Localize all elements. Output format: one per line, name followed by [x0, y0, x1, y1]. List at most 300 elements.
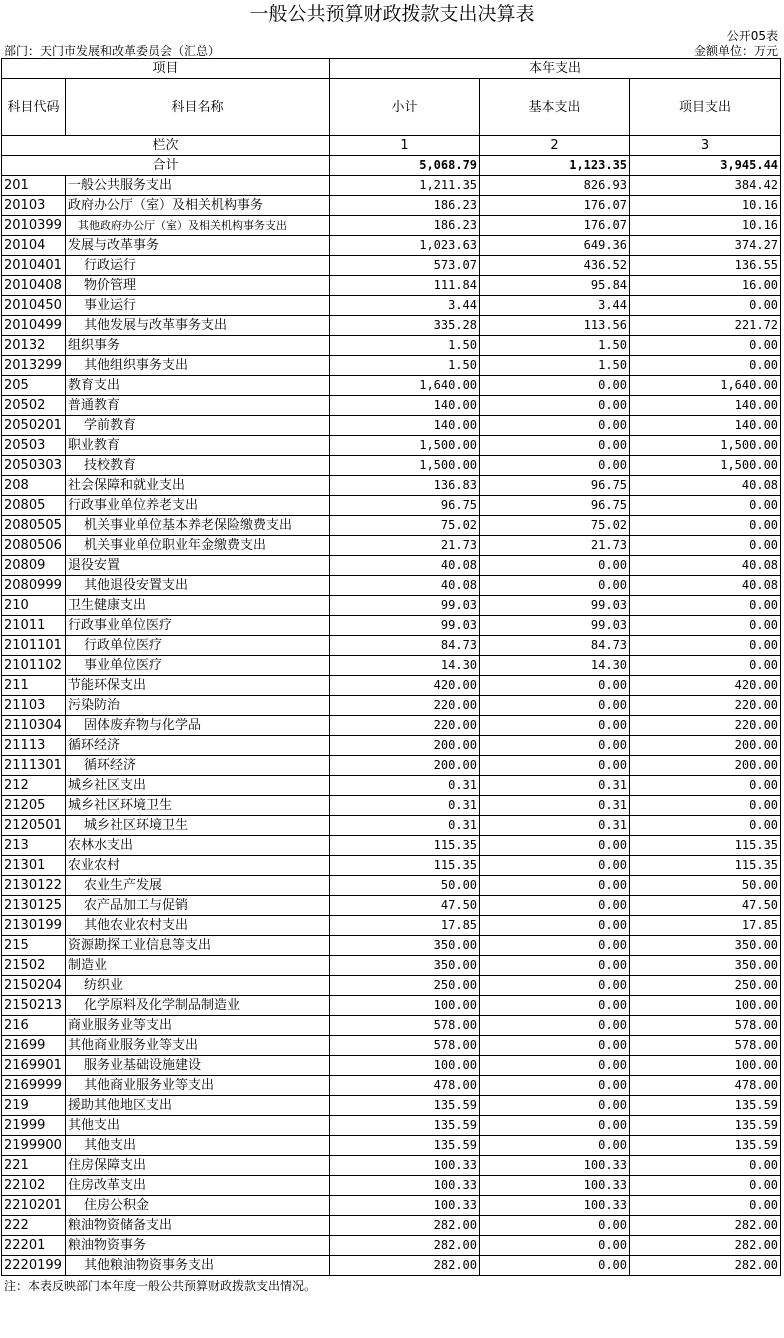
row-basic: 0.00: [480, 896, 630, 916]
row-project: 0.00: [630, 336, 781, 356]
row-code: 2110304: [2, 716, 66, 736]
row-project: 140.00: [630, 416, 781, 436]
row-basic: 1.50: [480, 356, 630, 376]
row-name: 商业服务业等支出: [66, 1016, 330, 1036]
row-project: 100.00: [630, 1056, 781, 1076]
row-basic: 0.00: [480, 1076, 630, 1096]
table-row: [2, 236, 781, 256]
row-subtotal: 135.59: [330, 1096, 480, 1116]
row-subtotal: 135.59: [330, 1136, 480, 1156]
table-row: [2, 1076, 781, 1096]
row-project: 200.00: [630, 736, 781, 756]
row-project: 0.00: [630, 1156, 781, 1176]
row-code: 2199900: [2, 1136, 66, 1156]
table-row: [2, 496, 781, 516]
table-row: [2, 956, 781, 976]
row-name: 纺织业: [66, 976, 330, 996]
row-code: 2080506: [2, 536, 66, 556]
row-basic: 0.00: [480, 856, 630, 876]
row-basic: 99.03: [480, 616, 630, 636]
table-row: [2, 796, 781, 816]
row-basic: 21.73: [480, 536, 630, 556]
row-name: 其他政府办公厅（室）及相关机构事务支出: [66, 216, 330, 236]
row-name: 退役安置: [66, 556, 330, 576]
row-subtotal: 99.03: [330, 596, 480, 616]
row-project: 135.59: [630, 1136, 781, 1156]
row-name: 农业农村: [66, 856, 330, 876]
table-row: [2, 656, 781, 676]
row-code: 201: [2, 176, 66, 196]
row-name: 学前教育: [66, 416, 330, 436]
row-code: 222: [2, 1216, 66, 1236]
row-basic: 0.00: [480, 1116, 630, 1136]
row-subtotal: 17.85: [330, 916, 480, 936]
row-subtotal: 1,500.00: [330, 456, 480, 476]
row-code: 2111301: [2, 756, 66, 776]
row-subtotal: 1,023.63: [330, 236, 480, 256]
table-row: [2, 596, 781, 616]
row-subtotal: 282.00: [330, 1216, 480, 1236]
row-subtotal: 573.07: [330, 256, 480, 276]
row-subtotal: 140.00: [330, 396, 480, 416]
row-subtotal: 1,211.35: [330, 176, 480, 196]
row-name: 服务业基础设施建设: [66, 1056, 330, 1076]
row-code: 212: [2, 776, 66, 796]
table-row: [2, 376, 781, 396]
row-project: 0.00: [630, 596, 781, 616]
row-basic: 0.00: [480, 736, 630, 756]
row-basic: 436.52: [480, 256, 630, 276]
table-row: [2, 336, 781, 356]
row-project: 136.55: [630, 256, 781, 276]
row-project: 350.00: [630, 956, 781, 976]
row-name: 粮油物资储备支出: [66, 1216, 330, 1236]
row-code: 2010499: [2, 316, 66, 336]
row-project: 478.00: [630, 1076, 781, 1096]
unit-label: 金额单位：万元: [693, 44, 778, 58]
row-basic: 0.00: [480, 456, 630, 476]
row-subtotal: 282.00: [330, 1236, 480, 1256]
table-row: [2, 176, 781, 196]
header-name: 科目名称: [66, 79, 330, 136]
table-row: [2, 436, 781, 456]
row-code: 20104: [2, 236, 66, 256]
row-subtotal: 335.28: [330, 316, 480, 336]
row-subtotal: 99.03: [330, 616, 480, 636]
row-code: 2010401: [2, 256, 66, 276]
row-subtotal: 578.00: [330, 1036, 480, 1056]
row-basic: 0.00: [480, 436, 630, 456]
row-subtotal: 84.73: [330, 636, 480, 656]
table-row: [2, 896, 781, 916]
table-row: [2, 356, 781, 376]
row-code: 20103: [2, 196, 66, 216]
row-name: 节能环保支出: [66, 676, 330, 696]
table-row: [2, 856, 781, 876]
row-project: 100.00: [630, 996, 781, 1016]
row-name: 粮油物资事务: [66, 1236, 330, 1256]
row-project: 115.35: [630, 856, 781, 876]
row-project: 0.00: [630, 636, 781, 656]
table-row: [2, 936, 781, 956]
row-basic: 1.50: [480, 336, 630, 356]
row-basic: 0.00: [480, 1136, 630, 1156]
row-name: 行政单位医疗: [66, 636, 330, 656]
row-code: 2220199: [2, 1256, 66, 1276]
row-subtotal: 0.31: [330, 816, 480, 836]
row-subtotal: 220.00: [330, 716, 480, 736]
total-subtotal: 5,068.79: [330, 156, 480, 176]
table-row: [2, 636, 781, 656]
row-code: 21699: [2, 1036, 66, 1056]
row-subtotal: 200.00: [330, 756, 480, 776]
row-name: 污染防治: [66, 696, 330, 716]
row-project: 282.00: [630, 1256, 781, 1276]
row-basic: 96.75: [480, 496, 630, 516]
row-code: 21205: [2, 796, 66, 816]
row-project: 50.00: [630, 876, 781, 896]
row-basic: 0.00: [480, 1256, 630, 1276]
row-name: 城乡社区环境卫生: [66, 816, 330, 836]
row-basic: 0.00: [480, 916, 630, 936]
table-row: [2, 1096, 781, 1116]
row-code: 2010408: [2, 276, 66, 296]
table-row: [2, 816, 781, 836]
table-row: [2, 1216, 781, 1236]
row-name: 机关事业单位职业年金缴费支出: [66, 536, 330, 556]
row-subtotal: 186.23: [330, 196, 480, 216]
table-row: [2, 1256, 781, 1276]
row-project: 0.00: [630, 796, 781, 816]
row-code: 2080505: [2, 516, 66, 536]
row-name: 行政事业单位医疗: [66, 616, 330, 636]
row-code: 2120501: [2, 816, 66, 836]
row-name: 其他粮油物资事务支出: [66, 1256, 330, 1276]
row-subtotal: 3.44: [330, 296, 480, 316]
table-row: [2, 576, 781, 596]
row-basic: 0.00: [480, 676, 630, 696]
table-row: [2, 416, 781, 436]
table-row: [2, 456, 781, 476]
table-row: [2, 276, 781, 296]
table-row: [2, 1016, 781, 1036]
row-project: 0.00: [630, 1196, 781, 1216]
row-name: 行政事业单位养老支出: [66, 496, 330, 516]
header-subtotal: 小计: [330, 79, 480, 136]
row-code: 2080999: [2, 576, 66, 596]
row-project: 10.16: [630, 216, 781, 236]
report-title: 一般公共预算财政拨款支出决算表: [249, 3, 535, 25]
row-subtotal: 100.00: [330, 996, 480, 1016]
row-name: 农业生产发展: [66, 876, 330, 896]
row-name: 物价管理: [66, 276, 330, 296]
header-current-year: 本年支出: [330, 59, 781, 79]
table-row: [2, 196, 781, 216]
row-basic: 0.00: [480, 1056, 630, 1076]
row-code: 21502: [2, 956, 66, 976]
row-code: 2101102: [2, 656, 66, 676]
row-basic: 0.00: [480, 1236, 630, 1256]
row-project: 1,500.00: [630, 436, 781, 456]
row-subtotal: 186.23: [330, 216, 480, 236]
row-name: 教育支出: [66, 376, 330, 396]
table-row: [2, 316, 781, 336]
row-name: 农产品加工与促销: [66, 896, 330, 916]
row-subtotal: 100.33: [330, 1196, 480, 1216]
row-subtotal: 75.02: [330, 516, 480, 536]
row-code: 210: [2, 596, 66, 616]
row-name: 行政运行: [66, 256, 330, 276]
table-row: [2, 916, 781, 936]
row-code: 22201: [2, 1236, 66, 1256]
table-row: [2, 1176, 781, 1196]
total-project: 3,945.44: [630, 156, 781, 176]
row-basic: 96.75: [480, 476, 630, 496]
row-subtotal: 40.08: [330, 556, 480, 576]
row-basic: 0.00: [480, 756, 630, 776]
row-code: 21999: [2, 1116, 66, 1136]
row-subtotal: 350.00: [330, 956, 480, 976]
row-subtotal: 136.83: [330, 476, 480, 496]
row-project: 47.50: [630, 896, 781, 916]
row-code: 20809: [2, 556, 66, 576]
row-code: 213: [2, 836, 66, 856]
row-name: 援助其他地区支出: [66, 1096, 330, 1116]
row-subtotal: 220.00: [330, 696, 480, 716]
row-name: 事业单位医疗: [66, 656, 330, 676]
table-row: [2, 756, 781, 776]
row-subtotal: 50.00: [330, 876, 480, 896]
row-code: 2010450: [2, 296, 66, 316]
row-name: 农林水支出: [66, 836, 330, 856]
row-project: 17.85: [630, 916, 781, 936]
row-subtotal: 250.00: [330, 976, 480, 996]
row-subtotal: 200.00: [330, 736, 480, 756]
table-row: [2, 1036, 781, 1056]
row-name: 其他商业服务业等支出: [66, 1036, 330, 1056]
table-row: [2, 1156, 781, 1176]
header-basic: 基本支出: [480, 79, 630, 136]
header-code: 科目代码: [2, 79, 66, 136]
row-subtotal: 1.50: [330, 356, 480, 376]
table-row: [2, 776, 781, 796]
row-name: 事业运行: [66, 296, 330, 316]
row-subtotal: 350.00: [330, 936, 480, 956]
row-project: 374.27: [630, 236, 781, 256]
row-subtotal: 1,640.00: [330, 376, 480, 396]
total-row: [2, 156, 781, 176]
row-name: 其他退役安置支出: [66, 576, 330, 596]
row-project: 0.00: [630, 516, 781, 536]
row-name: 化学原料及化学制品制造业: [66, 996, 330, 1016]
table-row: [2, 1236, 781, 1256]
row-basic: 0.00: [480, 556, 630, 576]
row-project: 40.08: [630, 476, 781, 496]
row-project: 0.00: [630, 656, 781, 676]
row-subtotal: 478.00: [330, 1076, 480, 1096]
row-name: 其他支出: [66, 1116, 330, 1136]
row-basic: 649.36: [480, 236, 630, 256]
row-name: 一般公共服务支出: [66, 176, 330, 196]
row-subtotal: 21.73: [330, 536, 480, 556]
row-subtotal: 96.75: [330, 496, 480, 516]
header-row-1: [2, 59, 781, 79]
row-basic: 100.33: [480, 1176, 630, 1196]
row-basic: 0.00: [480, 376, 630, 396]
row-code: 2130199: [2, 916, 66, 936]
row-code: 21113: [2, 736, 66, 756]
table-row: [2, 1136, 781, 1156]
row-project: 1,640.00: [630, 376, 781, 396]
table-row: [2, 836, 781, 856]
row-subtotal: 47.50: [330, 896, 480, 916]
column-label: 栏次: [2, 136, 330, 156]
row-subtotal: 140.00: [330, 416, 480, 436]
row-basic: 113.56: [480, 316, 630, 336]
row-name: 住房公积金: [66, 1196, 330, 1216]
row-code: 2010399: [2, 216, 66, 236]
row-code: 219: [2, 1096, 66, 1116]
row-subtotal: 0.31: [330, 776, 480, 796]
row-subtotal: 40.08: [330, 576, 480, 596]
row-project: 221.72: [630, 316, 781, 336]
row-project: 250.00: [630, 976, 781, 996]
row-name: 发展与改革事务: [66, 236, 330, 256]
row-basic: 14.30: [480, 656, 630, 676]
row-subtotal: 100.00: [330, 1056, 480, 1076]
table-row: [2, 536, 781, 556]
row-basic: 0.00: [480, 1016, 630, 1036]
row-name: 制造业: [66, 956, 330, 976]
row-subtotal: 578.00: [330, 1016, 480, 1036]
row-name: 普通教育: [66, 396, 330, 416]
table-row: [2, 976, 781, 996]
form-number: 公开05表: [726, 29, 778, 43]
row-code: 2050201: [2, 416, 66, 436]
row-basic: 0.00: [480, 956, 630, 976]
row-subtotal: 0.31: [330, 796, 480, 816]
table-row: [2, 716, 781, 736]
table-row: [2, 476, 781, 496]
row-code: 2013299: [2, 356, 66, 376]
row-subtotal: 14.30: [330, 656, 480, 676]
row-basic: 0.31: [480, 796, 630, 816]
table-row: [2, 296, 781, 316]
row-code: 20502: [2, 396, 66, 416]
row-name: 组织事务: [66, 336, 330, 356]
row-project: 200.00: [630, 756, 781, 776]
row-code: 2150204: [2, 976, 66, 996]
row-name: 城乡社区环境卫生: [66, 796, 330, 816]
row-project: 0.00: [630, 776, 781, 796]
total-basic: 1,123.35: [480, 156, 630, 176]
row-subtotal: 1.50: [330, 336, 480, 356]
row-basic: 0.00: [480, 976, 630, 996]
row-basic: 176.07: [480, 196, 630, 216]
row-name: 城乡社区支出: [66, 776, 330, 796]
row-project: 10.16: [630, 196, 781, 216]
row-code: 2050303: [2, 456, 66, 476]
row-name: 其他组织事务支出: [66, 356, 330, 376]
row-basic: 95.84: [480, 276, 630, 296]
table-note: 注：本表反映部门本年度一般公共预算财政拨款支出情况。: [4, 1279, 317, 1293]
row-name: 其他农业农村支出: [66, 916, 330, 936]
row-project: 420.00: [630, 676, 781, 696]
row-basic: 99.03: [480, 596, 630, 616]
row-project: 40.08: [630, 576, 781, 596]
row-code: 2130122: [2, 876, 66, 896]
header-project: 项目支出: [630, 79, 781, 136]
row-code: 21301: [2, 856, 66, 876]
row-code: 215: [2, 936, 66, 956]
row-basic: 100.33: [480, 1156, 630, 1176]
row-name: 社会保障和就业支出: [66, 476, 330, 496]
expenditure-table: [1, 58, 781, 1276]
table-row: [2, 696, 781, 716]
row-subtotal: 100.33: [330, 1176, 480, 1196]
row-project: 220.00: [630, 716, 781, 736]
row-subtotal: 282.00: [330, 1256, 480, 1276]
row-subtotal: 115.35: [330, 836, 480, 856]
row-basic: 0.00: [480, 696, 630, 716]
row-basic: 0.00: [480, 936, 630, 956]
row-name: 其他支出: [66, 1136, 330, 1156]
column-number-1: 1: [330, 136, 480, 156]
table-row: [2, 616, 781, 636]
row-project: 135.59: [630, 1116, 781, 1136]
table-row: [2, 1116, 781, 1136]
row-basic: 0.00: [480, 1096, 630, 1116]
row-basic: 0.00: [480, 576, 630, 596]
row-project: 282.00: [630, 1216, 781, 1236]
row-name: 职业教育: [66, 436, 330, 456]
row-basic: 0.00: [480, 876, 630, 896]
row-project: 0.00: [630, 616, 781, 636]
row-project: 16.00: [630, 276, 781, 296]
row-project: 0.00: [630, 296, 781, 316]
row-code: 20132: [2, 336, 66, 356]
row-basic: 0.00: [480, 1036, 630, 1056]
row-project: 0.00: [630, 496, 781, 516]
row-name: 循环经济: [66, 756, 330, 776]
row-subtotal: 135.59: [330, 1116, 480, 1136]
row-basic: 100.33: [480, 1196, 630, 1216]
row-code: 2101101: [2, 636, 66, 656]
row-basic: 826.93: [480, 176, 630, 196]
row-basic: 0.00: [480, 396, 630, 416]
row-code: 22102: [2, 1176, 66, 1196]
table-row: [2, 1056, 781, 1076]
table-row: [2, 396, 781, 416]
row-code: 2210201: [2, 1196, 66, 1216]
row-project: 140.00: [630, 396, 781, 416]
row-name: 机关事业单位基本养老保险缴费支出: [66, 516, 330, 536]
row-basic: 3.44: [480, 296, 630, 316]
row-project: 0.00: [630, 816, 781, 836]
row-project: 40.08: [630, 556, 781, 576]
row-project: 1,500.00: [630, 456, 781, 476]
row-project: 384.42: [630, 176, 781, 196]
row-basic: 0.00: [480, 1216, 630, 1236]
row-code: 21011: [2, 616, 66, 636]
row-basic: 0.00: [480, 716, 630, 736]
row-project: 578.00: [630, 1016, 781, 1036]
header-item: 项目: [2, 59, 330, 79]
header-row-2: [2, 79, 781, 136]
row-name: 政府办公厅（室）及相关机构事务: [66, 196, 330, 216]
row-project: 0.00: [630, 1176, 781, 1196]
row-code: 208: [2, 476, 66, 496]
